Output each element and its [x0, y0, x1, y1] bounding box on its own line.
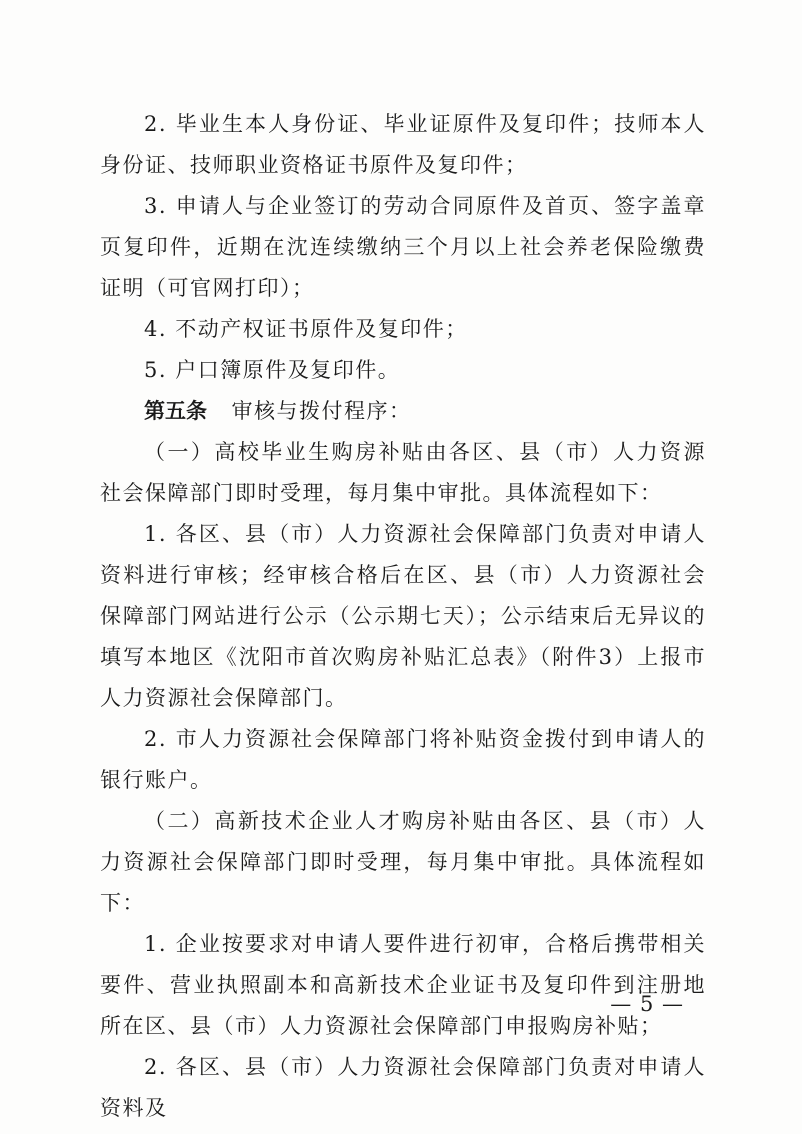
section-1-step-1: 1. 各区、县（市）人力资源社会保障部门负责对申请人资料进行审核；经审核合格后在区、县（市）人力资源社会保障部门网站进行公示（公示期七天）；公示结束后无异议的填写本地区《沈阳市首次购房补贴汇总表》（附件3）上报市人力资源社会保障部门。 [100, 522, 706, 710]
section-1-step-2: 2. 市人力资源社会保障部门将补贴资金拨付到申请人的银行账户。 [100, 727, 706, 792]
article-title: 审核与拨付程序： [231, 399, 412, 423]
list-item-5: 5. 户口簿原件及复印件。 [144, 358, 401, 382]
section-1-intro: （一）高校毕业生购房补贴由各区、县（市）人力资源社会保障部门即时受理，每月集中审批。具体流程如下： [100, 440, 706, 505]
list-item-2: 2. 毕业生本人身份证、毕业证原件及复印件；技师本人身份证、技师职业资格证书原件及复印件； [100, 112, 706, 177]
article-5 [100, 391, 706, 432]
section-2-intro: （二）高新技术企业人才购房补贴由各区、县（市）人力资源社会保障部门即时受理，每月集中审批。具体流程如下： [100, 809, 706, 915]
list-item-3: 3. 申请人与企业签订的劳动合同原件及首页、签字盖章页复印件，近期在沈连续缴纳三个月以上社会养老保险缴费证明（可官网打印）； [100, 194, 706, 300]
article-heading: 第五条 [144, 399, 207, 423]
list-item-4: 4. 不动产权证书原件及复印件； [144, 317, 468, 341]
document-body [100, 104, 706, 1129]
page-number: — 5 — [610, 992, 684, 1016]
section-2-step-1: 1. 企业按要求对申请人要件进行初审，合格后携带相关要件、营业执照副本和高新技术企业证书及复印件到注册地所在区、县（市）人力资源社会保障部门申报购房补贴； [100, 932, 706, 1038]
section-2-step-2: 2. 各区、县（市）人力资源社会保障部门负责对申请人资料及 [100, 1055, 706, 1120]
